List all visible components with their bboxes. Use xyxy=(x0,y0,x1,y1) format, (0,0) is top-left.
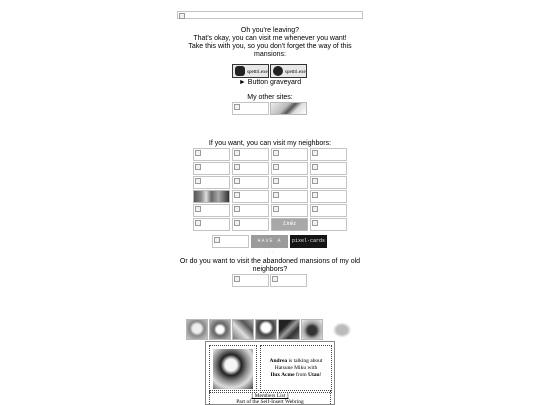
neighbor-button[interactable] xyxy=(232,190,269,203)
neighbor-button[interactable] xyxy=(193,162,230,175)
abandoned-button-2[interactable] xyxy=(270,274,307,287)
webring-avatar xyxy=(213,349,253,389)
pixel-art-7 xyxy=(331,321,353,339)
abandoned-line-1: Or do you want to visit the abandoned mansions of my old xyxy=(179,258,361,265)
leaving-line-3: Take this with you, so you don't forget the way of this xyxy=(188,43,352,50)
neighbor-button[interactable] xyxy=(271,204,308,217)
neighbor-button[interactable] xyxy=(271,176,308,189)
neighbor-button[interactable] xyxy=(310,148,347,161)
neighbor-button[interactable] xyxy=(232,218,269,231)
pixel-art-2 xyxy=(209,319,231,340)
neighbor-button[interactable] xyxy=(232,148,269,161)
site-button-left[interactable] xyxy=(232,64,269,78)
webring-footer xyxy=(209,390,331,404)
cat-icon xyxy=(235,66,245,76)
pixel-art-1 xyxy=(186,319,208,340)
webring-from: from xyxy=(294,372,308,378)
neighbor-button[interactable] xyxy=(310,218,347,231)
neighbor-button[interactable] xyxy=(310,176,347,189)
neighbor-button[interactable] xyxy=(232,162,269,175)
neighbor-button-dark[interactable] xyxy=(290,235,327,248)
webring-topic: Hatsune Miku xyxy=(274,365,307,371)
neighbor-button[interactable] xyxy=(271,162,308,175)
site-button-left-label: spettri.exe xyxy=(247,70,268,75)
webring-from-end: ! xyxy=(319,372,322,378)
neighbor-button[interactable] xyxy=(232,176,269,189)
other-site-button-1[interactable] xyxy=(232,102,269,115)
neighbor-button[interactable] xyxy=(271,148,308,161)
neighbor-button-linkz[interactable] xyxy=(271,218,308,231)
neighbor-button[interactable] xyxy=(232,204,269,217)
neighbor-button-dark-label: pixel·cards xyxy=(291,238,325,244)
leaving-title: Oh you're leaving? xyxy=(240,27,300,34)
webring-talk-pre: is talking about xyxy=(287,358,323,364)
button-graveyard-toggle[interactable]: ► Button graveyard xyxy=(238,79,302,86)
other-site-button-2[interactable] xyxy=(270,102,307,115)
webring-talk-box xyxy=(260,345,332,393)
webring-speaker: Andrea xyxy=(269,358,288,364)
abandoned-button-1[interactable] xyxy=(232,274,269,287)
neighbor-button-tea[interactable] xyxy=(251,235,288,256)
other-sites-heading: My other sites: xyxy=(247,94,293,101)
pixel-art-4 xyxy=(255,319,277,340)
neighbors-heading: If you want, you can visit my neighbors: xyxy=(208,140,332,147)
neighbor-button[interactable] xyxy=(193,218,230,231)
webring-part-of: Part of the Self-Insert Webring xyxy=(236,399,304,405)
neighbor-button-linkz-label: Linkz xyxy=(282,221,296,227)
webring-item: Ilux Acme xyxy=(270,372,295,378)
leaving-line-2: That's okay, you can visit me whenever you want! xyxy=(193,35,347,42)
neighbor-button[interactable] xyxy=(310,204,347,217)
webring-art-frame xyxy=(209,345,257,393)
leaving-line-4: mansions: xyxy=(254,51,286,58)
neighbor-button-artwork[interactable] xyxy=(193,190,230,203)
neighbor-button[interactable] xyxy=(310,190,347,203)
abandoned-line-2: neighbors? xyxy=(252,266,288,273)
neighbor-button-tea-label: HAVE A TEA xyxy=(257,238,282,256)
neighbor-button[interactable] xyxy=(212,235,249,248)
webring-widget xyxy=(205,341,335,405)
neighbor-button[interactable] xyxy=(193,176,230,189)
pixel-art-5 xyxy=(278,319,300,340)
neighbor-button[interactable] xyxy=(271,190,308,203)
webring-with: with xyxy=(306,365,318,371)
header-banner-image xyxy=(177,11,363,19)
webring-members-link[interactable]: [ Members List ] xyxy=(251,393,289,399)
neighbor-button[interactable] xyxy=(193,148,230,161)
neighbor-button[interactable] xyxy=(193,204,230,217)
site-button-right[interactable] xyxy=(270,64,307,78)
cat-icon xyxy=(273,66,283,76)
pixel-art-3 xyxy=(232,319,254,340)
webring-place: Utau xyxy=(307,372,320,378)
neighbor-button[interactable] xyxy=(310,162,347,175)
pixel-art-6 xyxy=(301,319,323,340)
site-button-right-label: spettri.exe xyxy=(285,70,306,75)
